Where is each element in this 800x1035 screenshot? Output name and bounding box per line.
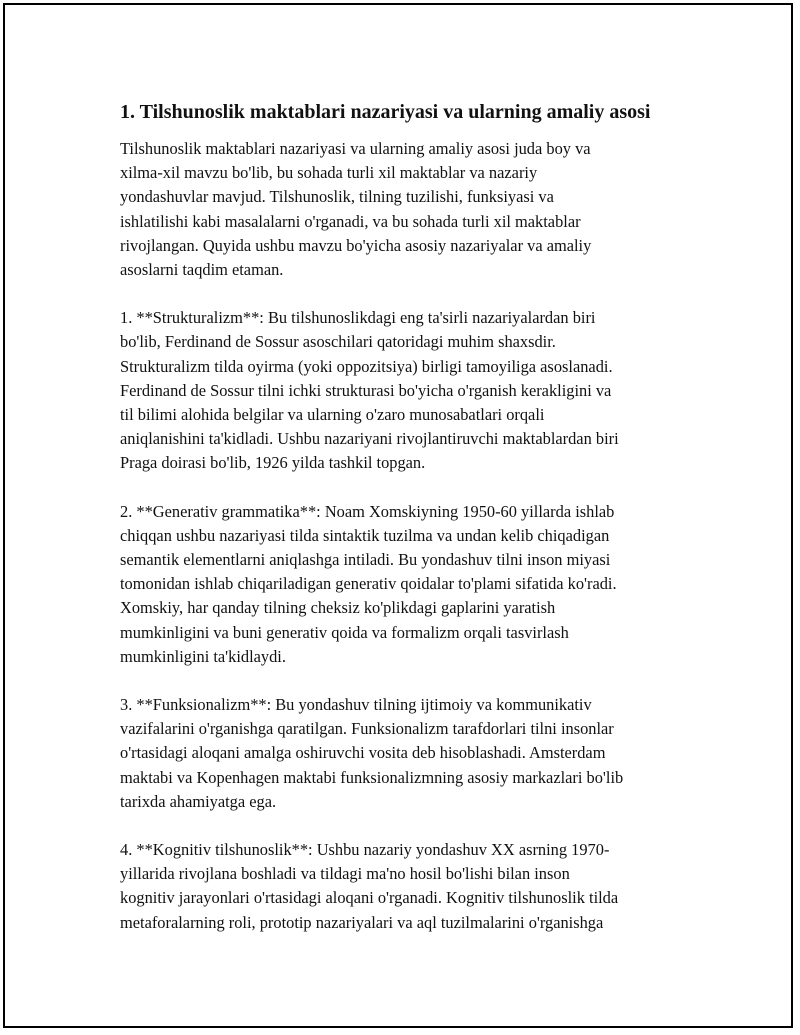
text-line: Strukturalizm tilda oyirma (yoki oppozitsiya) birligi tamoyiliga asoslanadi. — [120, 356, 613, 376]
text-line: til bilimi alohida belgilar va ularning o'zaro munosabatlari orqali — [120, 405, 545, 425]
text-line: ishlatilishi kabi masalalarni o'rganadi, va bu sohada turli xil maktablar — [120, 211, 581, 231]
paragraph-intro — [120, 137, 680, 282]
text-line: aniqlanishini ta'kidladi. Ushbu nazariyani rivojlantiruvchi maktablardan biri — [120, 429, 619, 449]
text-line: Ferdinand de Sossur tilni ichki strukturasi bo'yicha o'rganish kerakligini va — [120, 380, 612, 400]
text-line: Tilshunoslik maktablari nazariyasi va ularning amaliy asosi juda boy va — [120, 139, 591, 158]
text-line: rivojlangan. Quyida ushbu mavzu bo'yicha asosiy nazariyalar va amaliy — [120, 235, 592, 255]
paragraph-generativ-grammatika — [120, 500, 680, 669]
paragraph-funksionalizm — [120, 693, 680, 814]
text-line: maktabi va Kopenhagen maktabi funksionalizmning asosiy markazlari bo'lib — [120, 767, 624, 787]
text-line: yillarida rivojlana boshladi va tildagi ma'no hosil bo'lishi bilan inson — [120, 864, 570, 884]
document-content — [120, 99, 680, 959]
text-line: tarixda ahamiyatga ega. — [120, 791, 277, 811]
text-line: o'rtasidagi aloqani amalga oshiruvchi vosita deb hisoblashadi. Amsterdam — [120, 743, 606, 763]
text-line: metaforalarning roli, prototip nazariyalari va aql tuzilmalarini o'rganishga — [120, 912, 604, 932]
paragraph-strukturalizm — [120, 306, 680, 475]
text-line: bo'lib, Ferdinand de Sossur asoschilari qatoridagi muhim shaxsdir. — [120, 332, 556, 352]
document-page — [3, 3, 793, 1028]
paragraph-kognitiv-tilshunoslik — [120, 838, 680, 935]
text-line: 1. **Strukturalizm**: Bu tilshunoslikdagi eng ta'sirli nazariyalardan biri — [120, 308, 596, 328]
text-line: 2. **Generativ grammatika**: Noam Xomskiyning 1950-60 yillarda ishlab — [120, 501, 615, 521]
text-line: Praga doirasi bo'lib, 1926 yilda tashkil topgan. — [120, 453, 426, 473]
text-line: mumkinligini ta'kidlaydi. — [120, 646, 286, 666]
text-line: mumkinligini va buni generativ qoida va formalizm orqali tasvirlash — [120, 622, 569, 642]
text-line: 3. **Funksionalizm**: Bu yondashuv tilning ijtimoiy va kommunikativ — [120, 695, 592, 715]
text-line: chiqqan ushbu nazariyasi tilda sintaktik tuzilma va undan kelib chiqadigan — [120, 525, 610, 545]
text-line: 4. **Kognitiv tilshunoslik**: Ushbu nazariy yondashuv XX asrning 1970- — [120, 840, 610, 860]
text-line: yondashuvlar mavjud. Tilshunoslik, tilning tuzilishi, funksiyasi va — [120, 187, 554, 207]
section-heading: 1. Tilshunoslik maktablari nazariyasi va ularning amaliy asosi — [120, 101, 651, 123]
text-line: asoslarni taqdim etaman. — [120, 260, 284, 280]
text-line: kognitiv jarayonlari o'rtasidagi aloqani o'rganadi. Kognitiv tilshunoslik tilda — [120, 888, 619, 908]
text-line: xilma-xil mavzu bo'lib, bu sohada turli xil maktablar va nazariy — [120, 163, 538, 183]
text-line: semantik elementlarni aniqlashga intiladi. Bu yondashuv tilni inson miyasi — [120, 550, 611, 570]
text-line: vazifalarini o'rganishga qaratilgan. Funksionalizm tarafdorlari tilni insonlar — [120, 719, 614, 739]
text-line: Xomskiy, har qanday tilning cheksiz ko'plikdagi gaplarini yaratish — [120, 598, 556, 618]
text-line: tomonidan ishlab chiqariladigan generativ qoidalar to'plami sifatida ko'radi. — [120, 574, 617, 594]
